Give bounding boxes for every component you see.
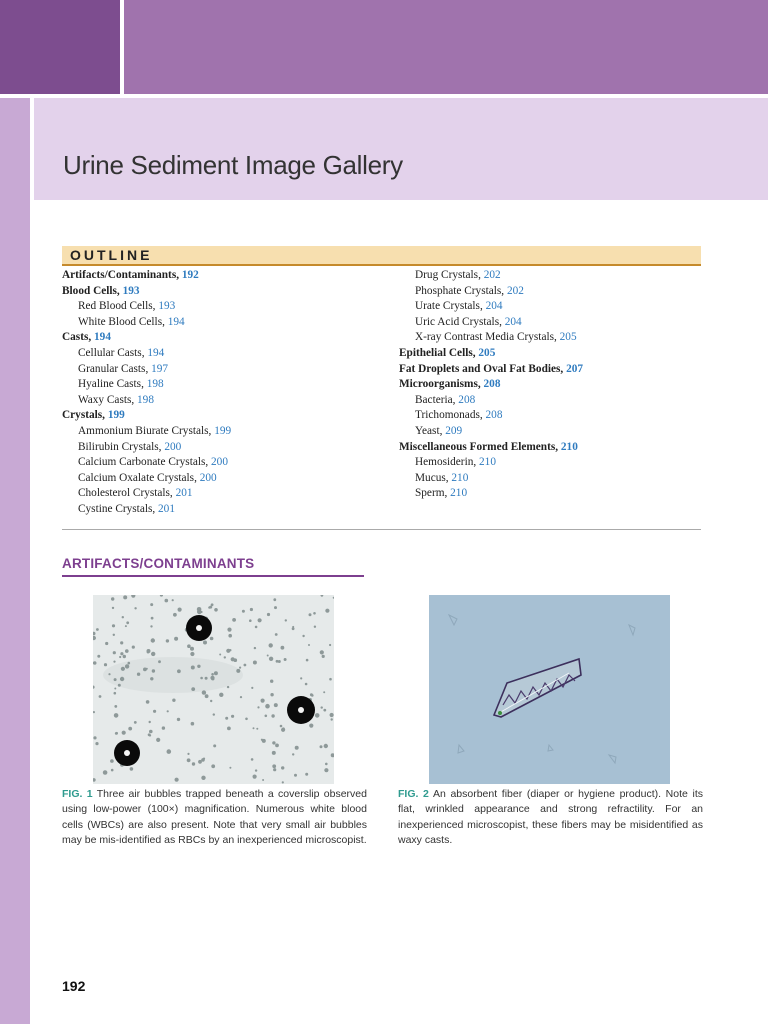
outline-entry-page: 192	[181, 269, 199, 281]
outline-entry-label: Cystine Crystals,	[78, 502, 156, 515]
air-bubble	[114, 740, 140, 766]
outline-column-right	[399, 268, 729, 502]
outline-entry-page: 193	[158, 300, 176, 313]
section-heading-rule	[62, 575, 364, 577]
outline-entry-label: Trichomonads,	[415, 409, 483, 422]
section-divider	[62, 529, 701, 530]
outline-entry	[399, 424, 729, 440]
outline-entry-label: Waxy Casts,	[78, 393, 135, 406]
outline-column-left	[62, 268, 392, 518]
outline-entry-page: 205	[559, 331, 577, 344]
page-number: 192	[62, 978, 86, 994]
outline-entry	[62, 408, 392, 424]
figure-1-caption-text: Three air bubbles trapped beneath a coverslip observed using low-power (100×) magnification. Numerous white blood cells (WBCs) are also present. Note that very small air bubbles may be mis-identified as RBCs by an inexperienced microscopist.	[62, 788, 367, 847]
outline-entry-label: Mucus,	[415, 471, 449, 484]
outline-entry-page: 197	[151, 362, 169, 375]
outline-entry-label: Blood Cells,	[62, 284, 120, 297]
outline-entry	[399, 268, 729, 284]
outline-entry-label: Calcium Carbonate Crystals,	[78, 456, 209, 469]
figure-1-caption	[62, 787, 367, 849]
outline-entry-label: Phosphate Crystals,	[415, 284, 505, 297]
outline-entry-page: 210	[479, 456, 496, 469]
title-box	[34, 98, 768, 200]
outline-entry-label: Ammonium Biurate Crystals,	[78, 424, 212, 437]
outline-entry-page: 208	[485, 409, 503, 422]
outline-entry-label: Miscellaneous Formed Elements,	[399, 440, 559, 453]
outline-entry	[62, 284, 392, 300]
outline-entry-label: Granular Casts,	[78, 362, 149, 375]
figure-2-image	[429, 595, 670, 784]
outline-entry-page: 210	[451, 471, 469, 484]
outline-entry-label: Artifacts/Contaminants,	[62, 269, 180, 281]
outline-entry-page: 205	[478, 346, 496, 359]
outline-entry-page: 204	[504, 315, 522, 328]
outline-entry	[62, 315, 392, 331]
figure-2-caption	[398, 787, 703, 849]
outline-entry	[399, 346, 729, 362]
outline-entry	[399, 486, 729, 502]
outline-entry-page: 201	[158, 502, 175, 515]
outline-entry-label: Cellular Casts,	[78, 346, 145, 359]
outline-entry-label: Casts,	[62, 331, 92, 344]
outline-entry	[399, 455, 729, 471]
outline-entry-label: Uric Acid Crystals,	[415, 315, 502, 328]
outline-entry	[399, 393, 729, 409]
outline-entry	[62, 471, 392, 487]
outline-entry-label: Urate Crystals,	[415, 300, 483, 313]
outline-entry-page: 194	[94, 331, 111, 344]
outline-entry-page: 194	[167, 315, 185, 328]
outline-entry	[62, 330, 392, 346]
outline-entry-page: 201	[175, 487, 193, 500]
outline-entry-page: 208	[483, 378, 501, 391]
outline-entry-page: 199	[107, 409, 125, 422]
outline-heading: OUTLINE	[70, 247, 153, 263]
outline-entry	[62, 424, 392, 440]
outline-entry-label: White Blood Cells,	[78, 315, 165, 328]
outline-entry	[62, 486, 392, 502]
figure-1-label: FIG. 1	[62, 788, 93, 800]
outline-entry	[399, 284, 729, 300]
outline-entry-label: Microorganisms,	[399, 378, 481, 391]
outline-entry-page: 208	[458, 393, 476, 406]
outline-entry-page: 200	[211, 456, 228, 469]
outline-entry-page: 202	[483, 269, 501, 281]
outline-entry-label: Epithelial Cells,	[399, 346, 476, 359]
figure-2-label: FIG. 2	[398, 788, 429, 800]
header-band-right	[124, 0, 768, 94]
outline-entry-label: Fat Droplets and Oval Fat Bodies,	[399, 362, 564, 375]
outline-entry	[62, 377, 392, 393]
outline-entry	[62, 346, 392, 362]
outline-entry-label: Bilirubin Crystals,	[78, 440, 162, 453]
outline-header-bar	[62, 246, 701, 266]
outline-entry-page: 207	[566, 362, 584, 375]
outline-entry	[399, 362, 729, 378]
outline-entry-label: Drug Crystals,	[415, 269, 481, 281]
outline-entry-page: 210	[450, 487, 468, 500]
outline-entry-label: Bacteria,	[415, 393, 456, 406]
outline-entry	[62, 440, 392, 456]
outline-entry	[62, 268, 392, 284]
outline-entry-label: X-ray Contrast Media Crystals,	[415, 331, 557, 344]
outline-entry-page: 210	[560, 440, 578, 453]
outline-entry	[399, 299, 729, 315]
outline-entry-label: Sperm,	[415, 487, 448, 500]
outline-entry	[62, 455, 392, 471]
outline-entry	[399, 408, 729, 424]
air-bubbles-micrograph	[93, 595, 334, 784]
outline-entry-page: 199	[214, 424, 232, 437]
outline-entry	[62, 299, 392, 315]
outline-entry-page: 198	[146, 378, 164, 391]
outline-entry-page: 200	[164, 440, 182, 453]
side-strip	[0, 98, 30, 1024]
figure-1-image	[93, 595, 334, 784]
outline-entry-page: 198	[137, 393, 154, 406]
outline-entry-label: Calcium Oxalate Crystals,	[78, 471, 197, 484]
outline-entry-label: Red Blood Cells,	[78, 300, 156, 313]
chapter-title: Urine Sediment Image Gallery	[63, 150, 403, 180]
outline-entry	[399, 377, 729, 393]
header-band-left	[0, 0, 120, 94]
outline-entry	[399, 440, 729, 456]
outline-entry	[62, 393, 392, 409]
section-heading: ARTIFACTS/CONTAMINANTS	[62, 556, 255, 571]
outline-entry	[399, 471, 729, 487]
absorbent-fiber-micrograph	[429, 595, 670, 784]
air-bubble	[287, 696, 315, 724]
outline-entry	[399, 330, 729, 346]
outline-entry-page: 204	[485, 300, 503, 313]
outline-entry-page: 209	[445, 424, 463, 437]
outline-entry	[62, 502, 392, 518]
outline-entry-page: 193	[122, 284, 140, 297]
outline-entry-label: Hemosiderin,	[415, 456, 477, 469]
outline-entry-page: 194	[147, 346, 165, 359]
air-bubble	[186, 615, 212, 641]
outline-entry	[62, 362, 392, 378]
outline-entry-label: Crystals,	[62, 409, 105, 422]
outline-entry-label: Yeast,	[415, 424, 443, 437]
figure-2-caption-text: An absorbent fiber (diaper or hygiene product). Note its flat, wrinkled appearance and strong refractility. For an inexperienced microscopist, these fibers may be misidentified as waxy casts.	[398, 788, 703, 847]
outline-entry-label: Hyaline Casts,	[78, 378, 144, 391]
outline-entry-page: 200	[199, 471, 217, 484]
outline-entry-label: Cholesterol Crystals,	[78, 487, 173, 500]
outline-entry	[399, 315, 729, 331]
outline-entry-page: 202	[506, 284, 524, 297]
